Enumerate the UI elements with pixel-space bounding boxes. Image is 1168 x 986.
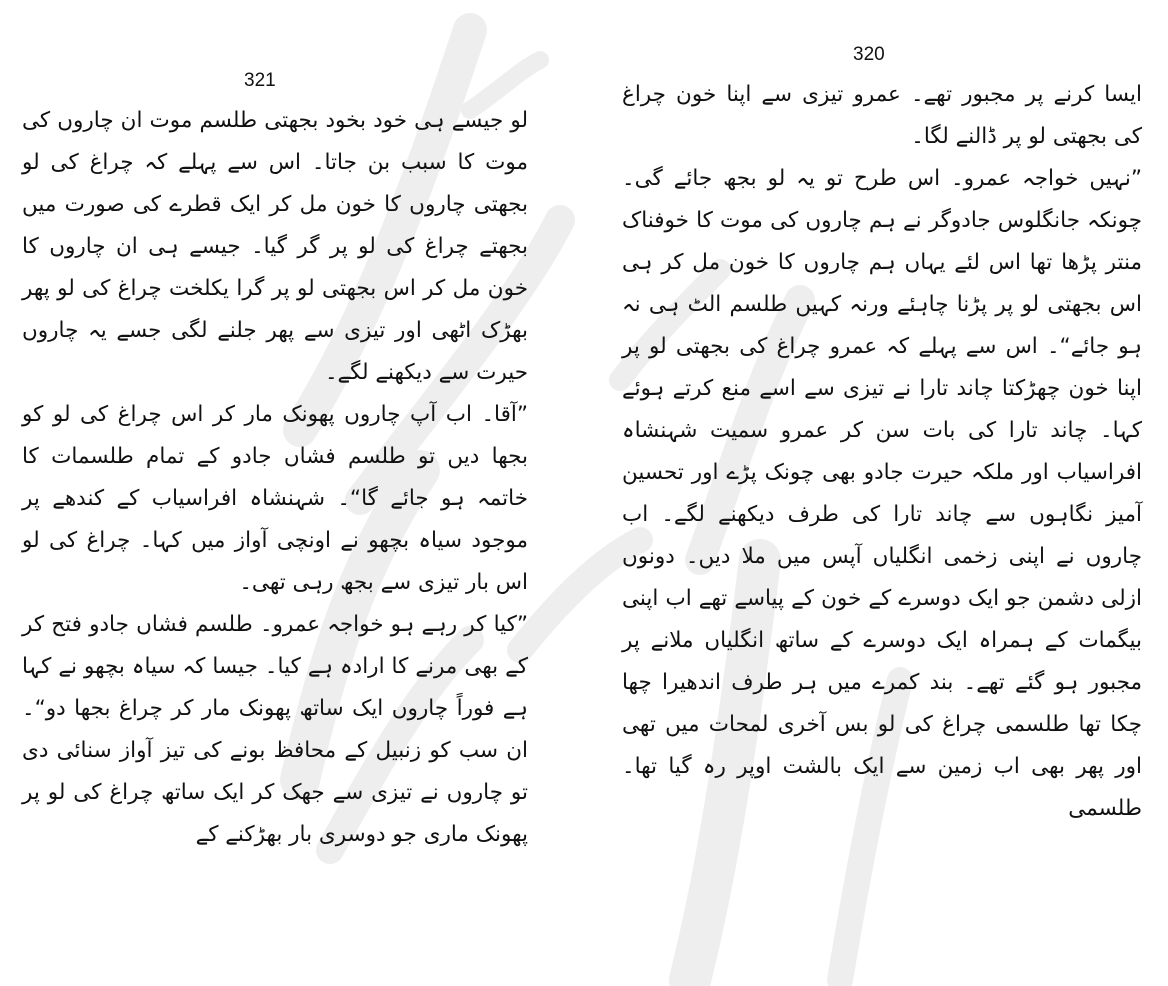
paragraph: ایسا کرنے پر مجبور تھے۔ عمرو تیزی سے اپنا خون چراغ کی بجھتی لو پر ڈالنے لگا۔ (622, 82, 1142, 149)
paragraph: ”آقا۔ اب آپ چاروں پھونک مار کر اس چراغ کی لو کو بجھا دیں تو طلسم فشاں جادو کے تمام طلسمات کا خاتمہ ہو جائے گا“۔ شہنشاہ افراسیاب کے کندھے پر موجود سیاہ بچھو نے اونچی آواز میں کہا۔ چراغ کی لو اس بار تیزی سے بجھ رہی تھی۔ (22, 402, 528, 595)
left-page-text (22, 100, 528, 856)
right-page (600, 0, 1168, 986)
right-page-text (622, 74, 1142, 830)
page-number-left: 321 (244, 70, 276, 91)
page-number-right: 320 (853, 44, 885, 65)
paragraph: لو جیسے ہی خود بخود بجھتی طلسم موت ان چاروں کی موت کا سبب بن جاتا۔ اس سے پہلے کہ چراغ کی لو بجھتی چاروں کا خون مل کر ایک قطرے کی صورت میں بجھتے چراغ کی لو پر گر گیا۔ جیسے ہی ان چاروں کا خون مل کر اس بجھتی لو پر گرا یکلخت چراغ کی لو پھر بھڑک اٹھی اور تیزی سے پھر جلنے لگی جسے یہ چاروں حیرت سے دیکھنے لگے۔ (22, 108, 528, 385)
left-page (0, 0, 560, 986)
paragraph: ”نہیں خواجہ عمرو۔ اس طرح تو یہ لو بجھ جائے گی۔ چونکہ جانگلوس جادوگر نے ہم چاروں کی موت کا خوفناک منتر پڑھا تھا اس لئے یہاں ہم چاروں کا خون مل کر ہی اس بجھتی لو پر پڑنا چاہئے ورنہ کہیں طلسم الٹ ہی نہ ہو جائے“۔ اس سے پہلے کہ عمرو چراغ کی بجھتی لو پر اپنا خون چھڑکتا چاند تارا نے تیزی سے اسے منع کرتے ہوئے کہا۔ چاند تارا کی بات سن کر عمرو سمیت شہنشاہ افراسیاب اور ملکہ حیرت جادو بھی چونک پڑے اور تحسین آمیز نگاہوں سے چاند تارا کی طرف دیکھنے لگے۔ اب چاروں نے اپنی زخمی انگلیاں آپس میں ملا دیں۔ دونوں ازلی دشمن جو ایک دوسرے کے خون کے پیاسے تھے اب اپنی بیگمات کے ہمراہ ایک دوسرے کے ساتھ انگلیاں ملانے پر مجبور ہو گئے تھے۔ بند کمرے میں ہر طرف اندھیرا چھا چکا تھا طلسمی چراغ کی لو بس آخری لمحات میں تھی اور پھر بھی اب زمین سے ایک بالشت اوپر رہ گیا تھا۔ طلسمی (622, 166, 1142, 821)
paragraph: ”کیا کر رہے ہو خواجہ عمرو۔ طلسم فشاں جادو فتح کر کے بھی مرنے کا ارادہ ہے کیا۔ جیسا کہ سیاہ بچھو نے کہا ہے فوراً چاروں ایک ساتھ پھونک مار کر چراغ بجھا دو“۔ ان سب کو زنبیل کے محافظ بونے کی تیز آواز سنائی دی تو چاروں نے تیزی سے جھک کر ایک ساتھ چراغ کی لو پر پھونک ماری جو دوسری بار بھڑکنے کے (22, 612, 528, 847)
